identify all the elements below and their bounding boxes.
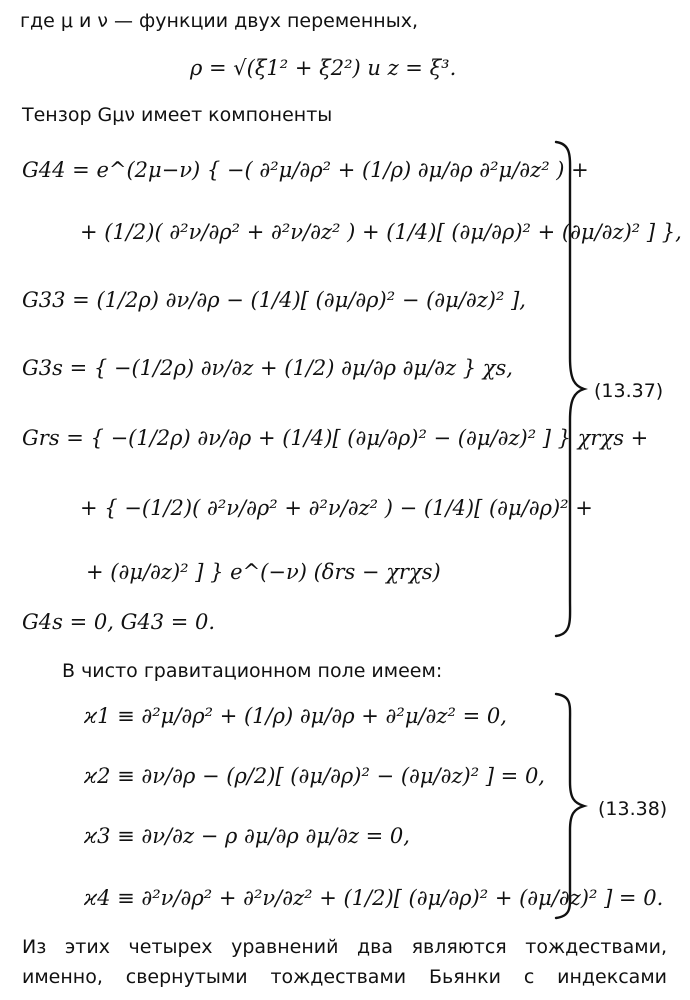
eq-grs-line3: + (∂μ/∂z)² ] } e^(−ν) (δrs − χrχs): [86, 560, 441, 584]
gravitational-field-text: В чисто гравитационном поле имеем:: [62, 660, 443, 682]
rho-z-formula: ρ = √(ξ1² + ξ2²) и z = ξ³.: [190, 56, 457, 80]
eq-g44-line2: + (1/2)( ∂²ν/∂ρ² + ∂²ν/∂z² ) + (1/4)[ (∂μ/∂ρ)² + (∂μ/∂z)² ] },: [80, 220, 682, 244]
closing-paragraph-line-1: Из этих четырех уравнений два являются тождествами,: [22, 936, 667, 958]
eq-g44-line1: G44 = e^(2μ−ν) { −( ∂²μ/∂ρ² + (1/ρ) ∂μ/∂ρ ∂²μ/∂z² ) +: [22, 158, 589, 182]
equation-number-13-37: (13.37): [594, 380, 664, 402]
intro-text: где μ и ν — функции двух переменных,: [20, 10, 418, 32]
eq-g33: G33 = (1/2ρ) ∂ν/∂ρ − (1/4)[ (∂μ/∂ρ)² − (∂μ/∂z)² ],: [22, 288, 526, 312]
equation-number-13-38: (13.38): [598, 798, 668, 820]
eq-grs-line2: + { −(1/2)( ∂²ν/∂ρ² + ∂²ν/∂z² ) − (1/4)[ (∂μ/∂ρ)² +: [80, 496, 593, 520]
eq-kappa4: ϰ4 ≡ ∂²ν/∂ρ² + ∂²ν/∂z² + (1/2)[ (∂μ/∂ρ)² + (∂μ/∂z)² ] = 0.: [84, 886, 664, 910]
tensor-intro-text: Тензор Gμν имеет компоненты: [22, 104, 333, 126]
eq-kappa2: ϰ2 ≡ ∂ν/∂ρ − (ρ/2)[ (∂μ/∂ρ)² − (∂μ/∂z)² ] = 0,: [84, 764, 545, 788]
eq-kappa1: ϰ1 ≡ ∂²μ/∂ρ² + (1/ρ) ∂μ/∂ρ + ∂²μ/∂z² = 0,: [84, 704, 507, 728]
eq-g3s: G3s = { −(1/2ρ) ∂ν/∂z + (1/2) ∂μ/∂ρ ∂μ/∂z } χs,: [22, 356, 513, 380]
right-brace-13-38: [552, 690, 588, 922]
eq-kappa3: ϰ3 ≡ ∂ν/∂z − ρ ∂μ/∂ρ ∂μ/∂z = 0,: [84, 824, 410, 848]
eq-grs-line1: Grs = { −(1/2ρ) ∂ν/∂ρ + (1/4)[ (∂μ/∂ρ)² − (∂μ/∂z)² ] } χrχs +: [22, 426, 649, 450]
closing-paragraph-line-2: именно, свернутыми тождествами Бьянки с индексами: [22, 966, 667, 988]
right-brace-13-37: [552, 138, 588, 640]
eq-g4s-g43: G4s = 0, G43 = 0.: [22, 610, 216, 634]
